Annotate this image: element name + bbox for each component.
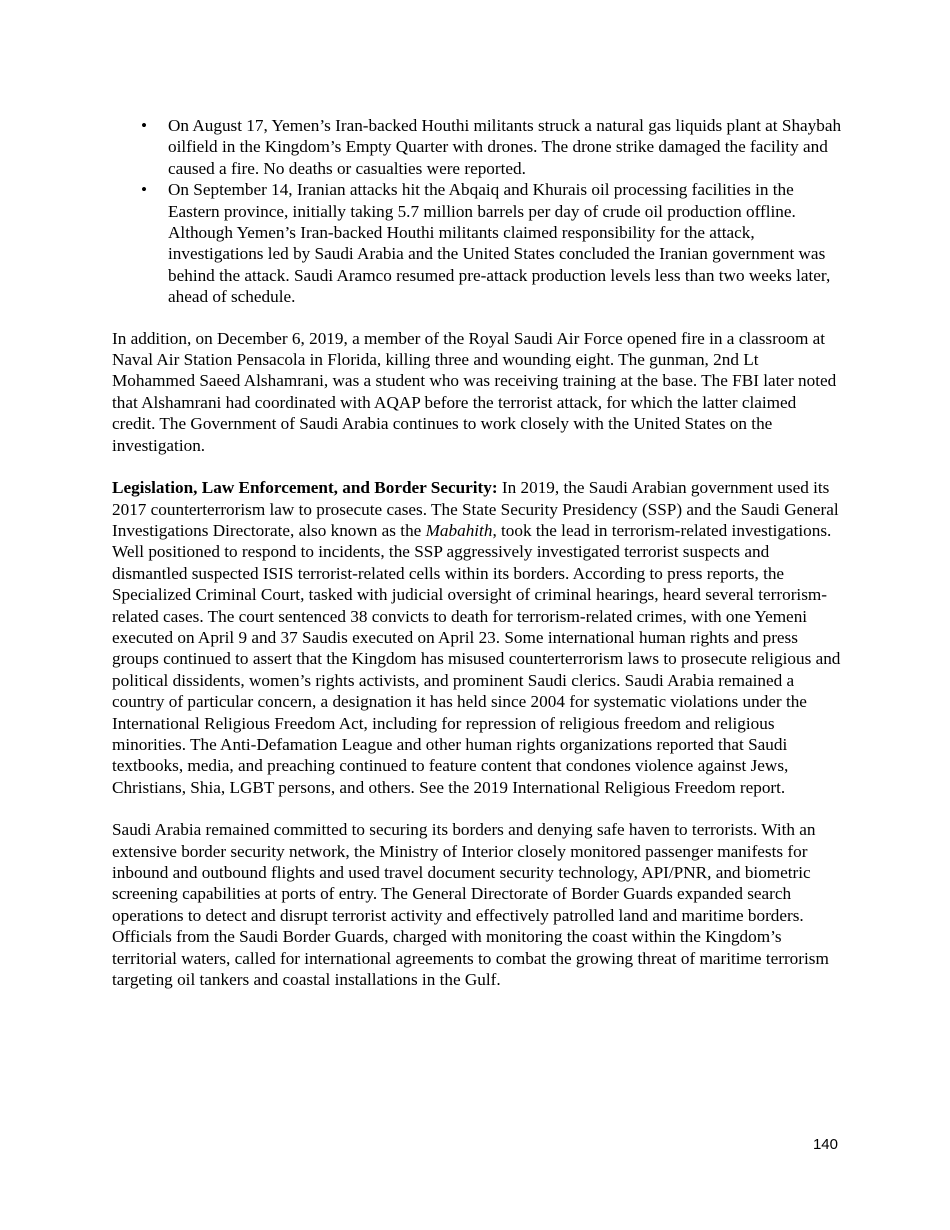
bullet-text-abqaiq: On September 14, Iranian attacks hit the Abqaiq and Khurais oil processing facilities in the Eastern province, initially taking 5.7 million barrels per day of crude oil production offline. Although Yemen’s Iran-backed Houthi militants claimed responsibility for the attack, investigations led by Saudi Arabia and the United States concluded the Iranian government was behind the attack. Saudi Aramco resumed pre-attack production levels less than two weeks later, ahead of schedule. bbox=[168, 180, 831, 307]
bullet-dot-icon: • bbox=[141, 180, 148, 200]
legislation-text-part2: , took the lead in terrorism-related investigations. Well positioned to respond to incidents, the SSP aggressively investigated terrorist suspects and dismantled suspected ISIS terrorist-related cells within its borders. According to press reports, the Specialized Criminal Court, tasked with judicial oversight of criminal hearings, heard several terrorism-related cases. The court sentenced 38 convicts to death for terrorism-related crimes, with one Yemeni executed on April 9 and 37 Saudis executed on April 23. Some international human rights and press groups continued to assert that the Kingdom has misused counterterrorism laws to prosecute religious and political dissidents, women’s rights activists, and prominent Saudi clerics. Saudi Arabia remained a country of particular concern, a designation it has held since 2004 for systematic violations under the International Religious Freedom Act, including for repression of religious freedom and religious minorities. The Anti-Defamation League and other human rights organizations reported that Saudi textbooks, media, and preaching continued to feature content that condones violence against Jews, Christians, Shia, LGBT persons, and others. See the 2019 International Religious Freedom report. bbox=[112, 520, 841, 797]
legislation-text-part1: In 2019, the Saudi Arabian government used its 2017 counterterrorism law to prosecute cases. The State Security Presidency (SSP) and the Saudi General Investigations Directorate, also known as the bbox=[112, 478, 839, 540]
page-content bbox=[112, 115, 842, 1011]
bullet-item-abqaiq bbox=[141, 179, 842, 307]
paragraph-pensacola: In addition, on December 6, 2019, a member of the Royal Saudi Air Force opened fire in a classroom at Naval Air Station Pensacola in Florida, killing three and wounding eight. The gunman, 2nd Lt Mohammed Saeed Alshamrani, was a student who was receiving training at the base. The FBI later noted that Alshamrani had coordinated with AQAP before the terrorist attack, for which the latter claimed credit. The Government of Saudi Arabia continues to work closely with the United States on the investigation. bbox=[112, 328, 837, 455]
bullet-list bbox=[112, 115, 842, 308]
bullet-text-shaybah: On August 17, Yemen’s Iran-backed Houthi militants struck a natural gas liquids plant at Shaybah oilfield in the Kingdom’s Empty Quarter with drones. The drone strike damaged the facility and caused a fire. No deaths or casualties were reported. bbox=[168, 116, 842, 178]
bullet-item-shaybah bbox=[141, 115, 842, 179]
page-number: 140 bbox=[812, 1136, 838, 1153]
legislation-italic-term: Mabahith bbox=[425, 520, 493, 540]
paragraph-borders: Saudi Arabia remained committed to securing its borders and denying safe haven to terrorists. With an extensive border security network, the Ministry of Interior closely monitored passenger manifests for inbound and outbound flights and used travel document security technology, API/PNR, and biometric screening capabilities at ports of entry. The General Directorate of Border Guards expanded search operations to detect and disrupt terrorist activity and effectively patrolled land and maritime borders. Officials from the Saudi Border Guards, charged with monitoring the coast within the Kingdom’s territorial waters, called for international agreements to combat the growing threat of maritime terrorism targeting oil tankers and coastal installations in the Gulf. bbox=[112, 820, 829, 990]
paragraph-legislation bbox=[112, 477, 842, 798]
section-heading-legislation: Legislation, Law Enforcement, and Border Security: bbox=[112, 478, 498, 498]
bullet-dot-icon: • bbox=[141, 116, 148, 135]
